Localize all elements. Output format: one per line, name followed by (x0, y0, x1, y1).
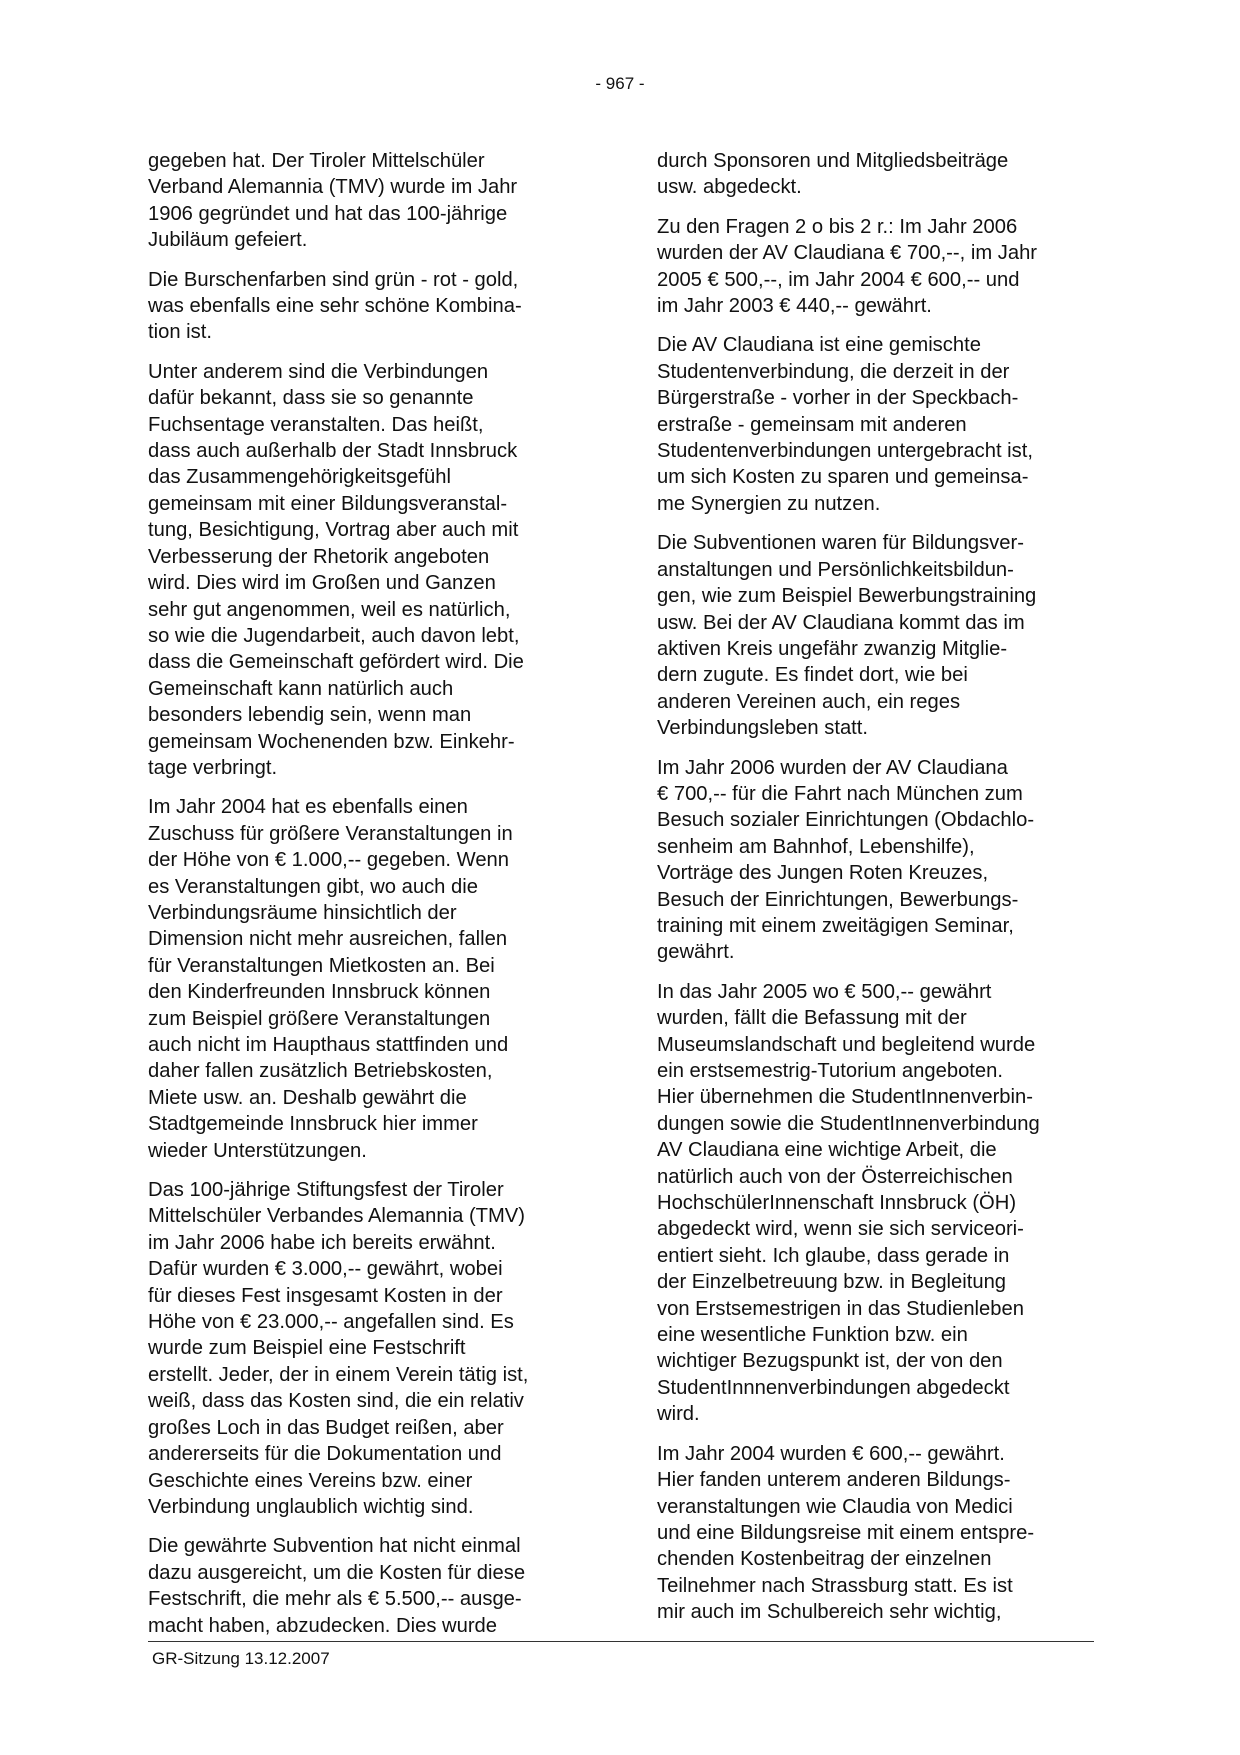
paragraph: Das 100-jährige Stiftungsfest der Tiroler Mittelschüler Verbandes Alemannia (TMV) im Jahr 2006 habe ich bereits erwähnt. Dafür wurden € 3.000,-- gewährt, wobei für dieses Fest insgesamt Kosten in der Höhe von € 23.000,-- angefallen sind. Es wurde zum Beispiel eine Festschrift erstellt. Jeder, der in einem Verein tätig ist, weiß, dass das Kosten sind, die ein relativ großes Loch in das Budget reißen, aber andererseits für die Dokumentation und Geschichte eines Vereins bzw. einer Verbindung unglaublich wichtig sind. (148, 1179, 529, 1518)
paragraph: gegeben hat. Der Tiroler Mittelschüler Verband Alemannia (TMV) wurde im Jahr 1906 gegründet und hat das 100-jährige Jubiläum gefeiert. (148, 150, 518, 252)
paragraph: Unter anderem sind die Verbindungen dafür bekannt, dass sie so genannte Fuchsentage veranstalten. Das heißt, dass auch außerhalb der Stadt Innsbruck das Zusammengehörigkeitsgefühl gemeinsam mit einer Bildungsveranstal- tung, Besichtigung, Vortrag aber auch mit Verbesserung der Rhetorik angeboten wird. Dies wird im Großen und Ganzen sehr gut angenommen, weil es natürlich, so wie die Jugendarbeit, auch davon lebt, dass die Gemeinschaft gefördert wird. Die Gemeinschaft kann natürlich auch besonders lebendig sein, wenn man gemeinsam Wochenenden bzw. Einkehr- tage verbringt. (148, 360, 524, 779)
paragraph: Die Subventionen waren für Bildungsver- anstaltungen und Persönlichkeitsbildun- gen, wie zum Beispiel Bewerbungstraining usw. Bei der AV Claudiana kommt das im aktiven Kreis ungefähr zwanzig Mitglie- dern zugute. Es findet dort, wie bei anderen Vereinen auch, ein reges Verbindungsleben statt. (657, 532, 1037, 740)
paragraph: In das Jahr 2005 wo € 500,-- gewährt wurden, fällt die Befassung mit der Museumslandschaft und begleitend wurde ein erstsemestrig-Tutorium angeboten. Hier übernehmen die StudentInnenverbin- dungen sowie die StudentInnenverbindung AV Claudiana eine wichtige Arbeit, die natürlich auch von der Österreichischen HochschülerInnenschaft Innsbruck (ÖH) abgedeckt wird, wenn sie sich serviceori- entiert sieht. Ich glaube, dass gerade in der Einzelbetreuung bzw. in Begleitung von Erstsemestrigen in das Studienleben eine wesentliche Funktion bzw. ein wichtiger Bezugspunkt ist, der von den StudentInnnenverbindungen abgedeckt wird. (657, 980, 1040, 1426)
paragraph: durch Sponsoren und Mitgliedsbeiträge usw. abgedeckt. (657, 150, 1009, 199)
paragraph: Die AV Claudiana ist eine gemischte Studentenverbindung, die derzeit in der Bürgerstraße - vorher in der Speckbach- erstraße - gemeinsam mit anderen Studentenverbindungen untergebracht ist, um sich Kosten zu sparen und gemeinsa- me Synergien zu nutzen. (657, 334, 1033, 515)
paragraph: Im Jahr 2004 wurden € 600,-- gewährt. Hier fanden unterem anderen Bildungs- veranstaltungen wie Claudia von Medici und eine Bildungsreise mit einem entspre- chenden Kostenbeitrag der einzelnen Teilnehmer nach Strassburg statt. Es ist mir auch im Schulbereich sehr wichtig, (657, 1442, 1035, 1624)
paragraph: Zu den Fragen 2 o bis 2 r.: Im Jahr 2006 wurden der AV Claudiana € 700,--, im Jahr 2005 € 500,--, im Jahr 2004 € 600,-- und im Jahr 2003 € 440,-- gewährt. (657, 215, 1038, 318)
footer-divider (148, 1641, 1094, 1642)
paragraph: Im Jahr 2004 hat es ebenfalls einen Zuschuss für größere Veranstaltungen in der Höhe von € 1.000,-- gegeben. Wenn es Veranstaltungen gibt, wo auch die Verbindungsräume hinsichtlich der Dimension nicht mehr ausreichen, fallen für Veranstaltungen Mietkosten an. Bei den Kinderfreunden Innsbruck können zum Beispiel größere Veranstaltungen auch nicht im Haupthaus stattfinden und daher fallen zusätzlich Betriebskosten, Miete usw. an. Deshalb gewährt die Stadtgemeinde Innsbruck hier immer wieder Unterstützungen. (148, 796, 513, 1162)
page-number: - 967 - (595, 74, 645, 93)
right-column (657, 148, 1094, 1639)
left-column (148, 148, 585, 1652)
footer-session-label: GR-Sitzung 13.12.2007 (152, 1649, 330, 1668)
paragraph: Die gewährte Subvention hat nicht einmal dazu ausgereicht, um die Kosten für diese Festschrift, die mehr als € 5.500,-- ausge- macht haben, abzudecken. Dies wurde (148, 1535, 526, 1637)
paragraph: Im Jahr 2006 wurden der AV Claudiana € 700,-- für die Fahrt nach München zum Besuch sozialer Einrichtungen (Obdachlo- senheim am Bahnhof, Lebenshilfe), Vorträge des Jungen Roten Kreuzes, Besuch der Einrichtungen, Bewerbungs- training mit einem zweitägigen Seminar, gewährt. (657, 756, 1035, 964)
paragraph: Die Burschenfarben sind grün - rot - gold, was ebenfalls eine sehr schöne Kombina- tion ist. (148, 268, 522, 344)
